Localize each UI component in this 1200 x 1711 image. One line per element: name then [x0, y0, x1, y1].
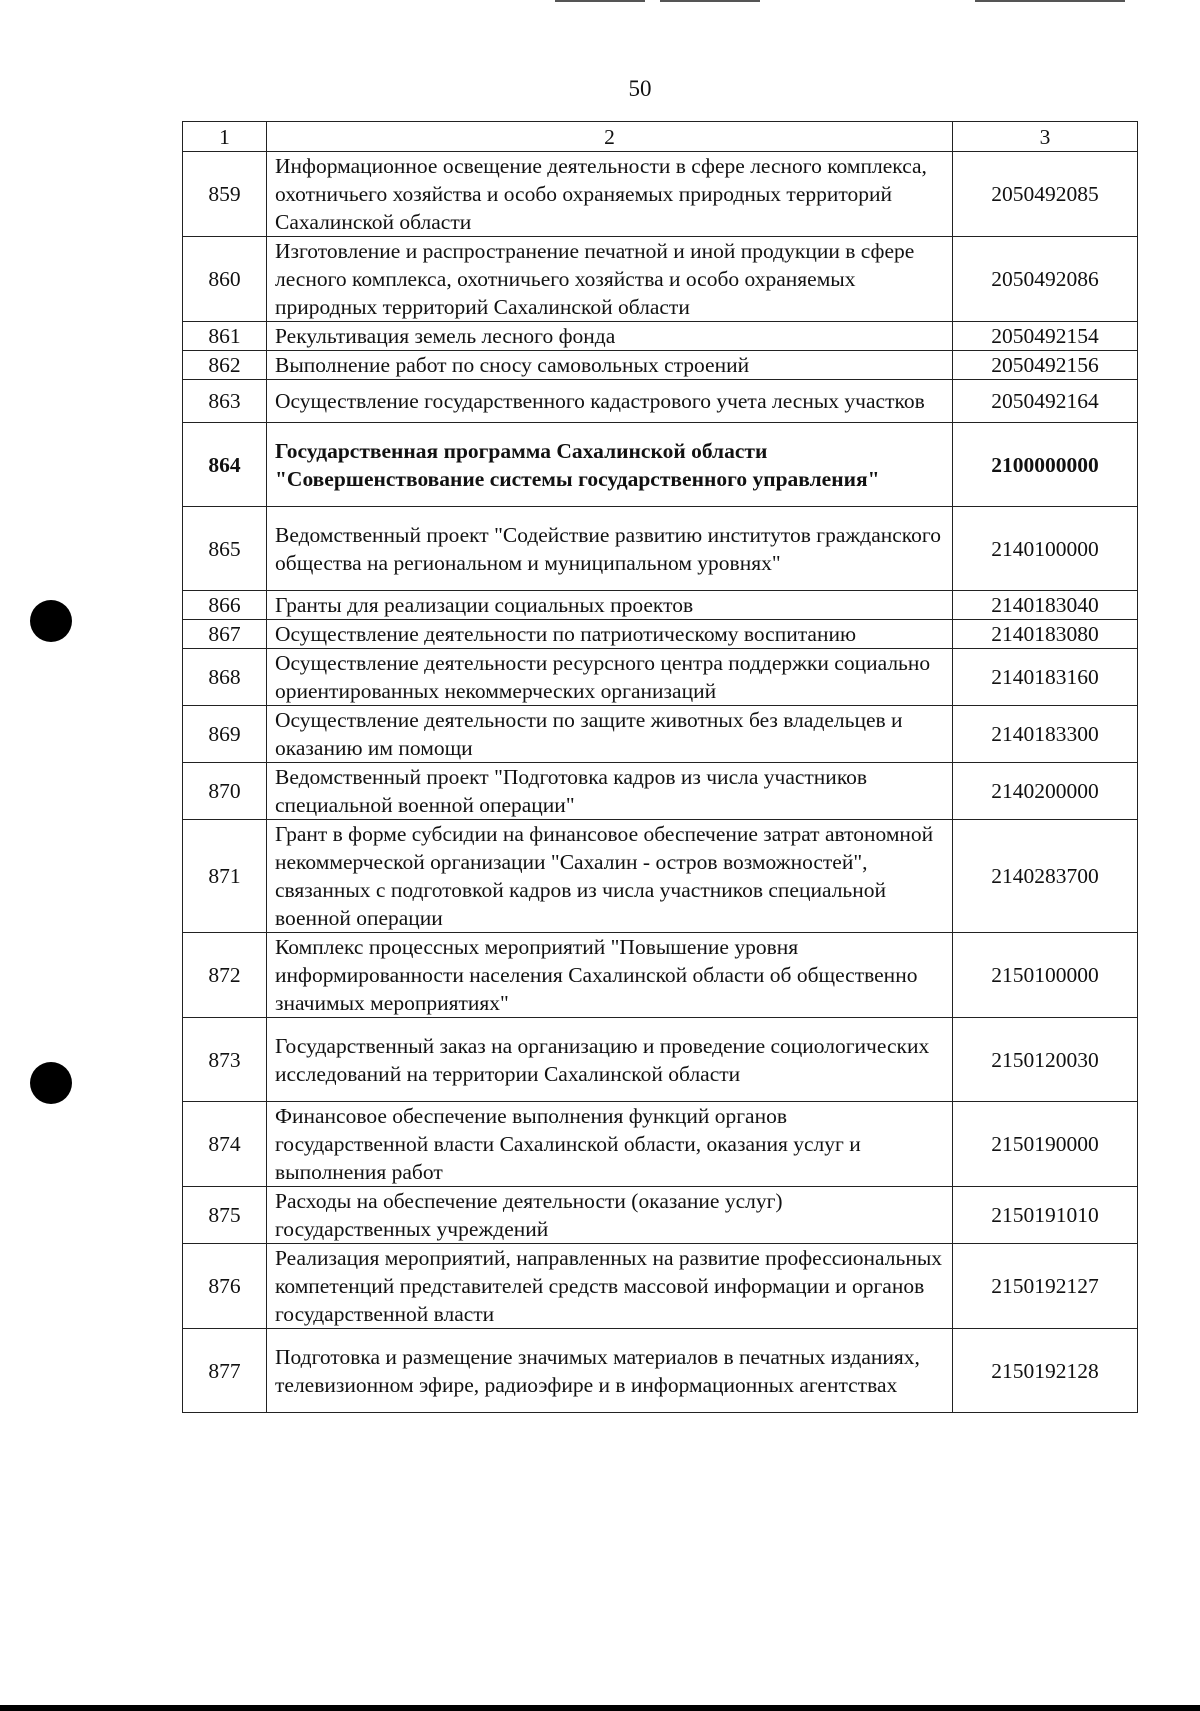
row-code-cell: 2140183080 — [953, 620, 1138, 649]
row-number-cell: 859 — [183, 152, 267, 237]
row-description-cell: Информационное освещение деятельности в сфере лесного комплекса, охотничьего хозяйства и особо охраняемых природных территорий Сахалинской области — [267, 152, 953, 237]
row-code-cell: 2050492164 — [953, 380, 1138, 423]
row-number-cell: 865 — [183, 507, 267, 591]
punch-hole — [30, 1062, 72, 1104]
row-description-cell: Ведомственный проект "Содействие развитию институтов гражданского общества на региональном и муниципальном уровнях" — [267, 507, 953, 591]
row-description-cell: Осуществление деятельности по патриотическому воспитанию — [267, 620, 953, 649]
table-header-row — [183, 122, 1138, 152]
row-code-cell: 2140183040 — [953, 591, 1138, 620]
row-number-cell: 874 — [183, 1102, 267, 1187]
row-number-cell: 862 — [183, 351, 267, 380]
punch-hole — [30, 600, 72, 642]
row-code-cell: 2150192127 — [953, 1244, 1138, 1329]
row-description-cell: Подготовка и размещение значимых материалов в печатных изданиях, телевизионном эфире, радиоэфире и в информационных агентствах — [267, 1329, 953, 1413]
row-number-cell: 876 — [183, 1244, 267, 1329]
table-row — [183, 1102, 1138, 1187]
row-description-cell: Гранты для реализации социальных проектов — [267, 591, 953, 620]
row-description-cell: Государственная программа Сахалинской области "Совершенствование системы государственного управления" — [267, 423, 953, 507]
document-table — [182, 121, 1138, 1413]
page-number: 50 — [628, 76, 652, 101]
row-description-cell: Грант в форме субсидии на финансовое обеспечение затрат автономной некоммерческой организации "Сахалин - остров возможностей", связанных с подготовкой кадров из числа участников специальной военной операции — [267, 820, 953, 933]
scan-artifact-line — [660, 0, 760, 2]
table-row — [183, 380, 1138, 423]
row-number-cell: 863 — [183, 380, 267, 423]
row-description-cell: Реализация мероприятий, направленных на развитие профессиональных компетенций представителей средств массовой информации и органов государственной власти — [267, 1244, 953, 1329]
row-description-cell: Выполнение работ по сносу самовольных строений — [267, 351, 953, 380]
row-number-cell: 869 — [183, 706, 267, 763]
table-row — [183, 1329, 1138, 1413]
row-code-cell: 2140100000 — [953, 507, 1138, 591]
row-code-cell: 2050492085 — [953, 152, 1138, 237]
row-description-cell: Осуществление деятельности по защите животных без владельцев и оказанию им помощи — [267, 706, 953, 763]
table-row — [183, 351, 1138, 380]
row-number-cell: 871 — [183, 820, 267, 933]
row-code-cell: 2050492154 — [953, 322, 1138, 351]
row-number-cell: 867 — [183, 620, 267, 649]
table-row — [183, 763, 1138, 820]
table-row — [183, 423, 1138, 507]
table-row — [183, 152, 1138, 237]
table-row — [183, 620, 1138, 649]
table-row — [183, 649, 1138, 706]
row-description-cell: Государственный заказ на организацию и проведение социологических исследований на территории Сахалинской области — [267, 1018, 953, 1102]
row-code-cell: 2150190000 — [953, 1102, 1138, 1187]
row-number-cell: 875 — [183, 1187, 267, 1244]
table-row — [183, 1187, 1138, 1244]
row-code-cell: 2140183300 — [953, 706, 1138, 763]
row-number-cell: 868 — [183, 649, 267, 706]
scan-artifact-line — [555, 0, 645, 2]
row-description-cell: Ведомственный проект "Подготовка кадров из числа участников специальной военной операции" — [267, 763, 953, 820]
row-description-cell: Осуществление деятельности ресурсного центра поддержки социально ориентированных некоммерческих организаций — [267, 649, 953, 706]
row-code-cell: 2140283700 — [953, 820, 1138, 933]
row-code-cell: 2150192128 — [953, 1329, 1138, 1413]
row-description-cell: Финансовое обеспечение выполнения функций органов государственной власти Сахалинской области, оказания услуг и выполнения работ — [267, 1102, 953, 1187]
table-row — [183, 1018, 1138, 1102]
table-row — [183, 1244, 1138, 1329]
row-number-cell: 877 — [183, 1329, 267, 1413]
scan-bottom-edge — [0, 1705, 1200, 1711]
row-code-cell: 2050492086 — [953, 237, 1138, 322]
row-code-cell: 2150120030 — [953, 1018, 1138, 1102]
table-row — [183, 820, 1138, 933]
row-number-cell: 872 — [183, 933, 267, 1018]
table-row — [183, 237, 1138, 322]
table-row — [183, 933, 1138, 1018]
row-description-cell: Комплекс процессных мероприятий "Повышение уровня информированности населения Сахалинской области об общественно значимых мероприятиях" — [267, 933, 953, 1018]
row-code-cell: 2150191010 — [953, 1187, 1138, 1244]
row-description-cell: Рекультивация земель лесного фонда — [267, 322, 953, 351]
header-cell-col-1: 1 — [183, 122, 267, 152]
row-number-cell: 866 — [183, 591, 267, 620]
table-row — [183, 507, 1138, 591]
row-code-cell: 2140183160 — [953, 649, 1138, 706]
row-code-cell: 2150100000 — [953, 933, 1138, 1018]
table-row — [183, 591, 1138, 620]
table-row — [183, 706, 1138, 763]
row-number-cell: 873 — [183, 1018, 267, 1102]
row-number-cell: 864 — [183, 423, 267, 507]
row-number-cell: 861 — [183, 322, 267, 351]
row-number-cell: 870 — [183, 763, 267, 820]
header-cell-col-3: 3 — [953, 122, 1138, 152]
row-description-cell: Расходы на обеспечение деятельности (оказание услуг) государственных учреждений — [267, 1187, 953, 1244]
table-body — [183, 122, 1138, 1413]
row-code-cell: 2050492156 — [953, 351, 1138, 380]
row-code-cell: 2140200000 — [953, 763, 1138, 820]
row-code-cell: 2100000000 — [953, 423, 1138, 507]
header-cell-col-2: 2 — [267, 122, 953, 152]
row-description-cell: Осуществление государственного кадастрового учета лесных участков — [267, 380, 953, 423]
table-row — [183, 322, 1138, 351]
row-description-cell: Изготовление и распространение печатной и иной продукции в сфере лесного комплекса, охотничьего хозяйства и особо охраняемых природных территорий Сахалинской области — [267, 237, 953, 322]
scan-artifact-line — [975, 0, 1125, 2]
row-number-cell: 860 — [183, 237, 267, 322]
